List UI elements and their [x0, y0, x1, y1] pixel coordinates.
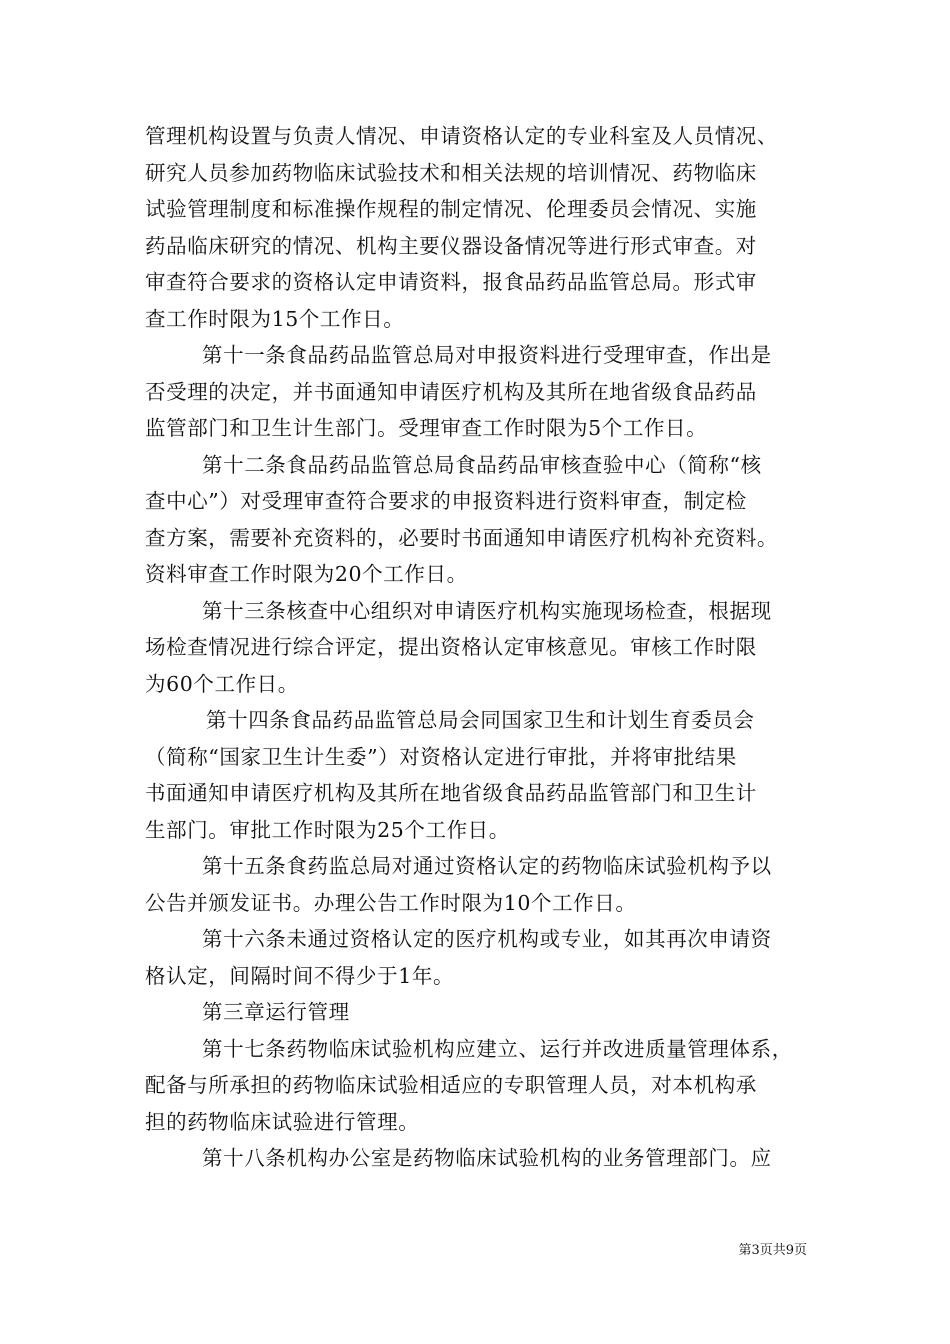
- text-line: 试验管理制度和标准操作规程的制定情况、伦理委员会情况、实施: [145, 197, 757, 221]
- article-14-start: 第十四条食品药品监管总局会同国家卫生和计划生育委员会: [206, 708, 755, 732]
- text-line: 资料审查工作时限为20个工作日。: [145, 562, 468, 586]
- article-11-start: 第十一条食品药品监管总局对申报资料进行受理审查，作出是: [202, 343, 772, 367]
- text-line: 场检查情况进行综合评定，提出资格认定审核意见。审核工作时限: [145, 635, 757, 659]
- text-line: 书面通知申请医疗机构及其所在地省级食品药品监管部门和卫生计: [145, 781, 757, 805]
- article-12-start: 第十二条食品药品监管总局食品药品审核查验中心（简称“核: [202, 452, 762, 477]
- text-line: 担的药物临床试验进行管理。: [145, 1109, 420, 1134]
- text-line: 查方案，需要补充资料的，必要时书面通知申请医疗机构补充资料。: [145, 525, 778, 550]
- text-line: 查中心”）对受理审查符合要求的申报资料进行资料审查，制定检: [145, 489, 747, 513]
- text-line: 查工作时限为15个工作日。: [145, 306, 405, 331]
- text-line: 药品临床研究的情况、机构主要仪器设备情况等进行形式审查。对: [145, 233, 757, 258]
- text-line: 生部门。审批工作时限为25个工作日。: [145, 817, 510, 842]
- text-line: 研究人员参加药物临床试验技术和相关法规的培训情况、药物临床: [145, 160, 757, 185]
- article-15-start: 第十五条食药监总局对通过资格认定的药物临床试验机构予以: [202, 854, 772, 878]
- text-line: （简称“国家卫生计生委”）对资格认定进行审批，并将审批结果: [145, 744, 737, 769]
- text-line: 否受理的决定，并书面通知申请医疗机构及其所在地省级食品药品: [145, 379, 757, 404]
- article-16-start: 第十六条未通过资格认定的医疗机构或专业，如其再次申请资: [202, 927, 772, 951]
- chapter-heading: 第三章运行管理: [202, 1000, 350, 1024]
- text-line: 为60个工作日。: [145, 671, 299, 696]
- text-line: 审查符合要求的资格认定申请资料，报食品药品监管总局。形式审: [145, 270, 757, 294]
- article-13-start: 第十三条核查中心组织对申请医疗机构实施现场检查，根据现: [202, 598, 772, 623]
- text-line: 配备与所承担的药物临床试验相适应的专职管理人员，对本机构承: [145, 1073, 757, 1097]
- document-body: [145, 118, 810, 1177]
- page-number: 第3页共9页: [738, 1243, 807, 1258]
- article-18-start: 第十八条机构办公室是药物临床试验机构的业务管理部门。应: [202, 1146, 772, 1170]
- text-line: 公告并颁发证书。办理公告工作时限为10个工作日。: [145, 890, 637, 915]
- text-line: 监管部门和卫生计生部门。受理审查工作时限为5个工作日。: [145, 416, 708, 440]
- text-line: 格认定，间隔时间不得少于1年。: [145, 963, 455, 988]
- article-17-start: 第十七条药物临床试验机构应建立、运行并改进质量管理体系，: [202, 1036, 793, 1061]
- text-line: 管理机构设置与负责人情况、申请资格认定的专业科室及人员情况、: [145, 124, 778, 148]
